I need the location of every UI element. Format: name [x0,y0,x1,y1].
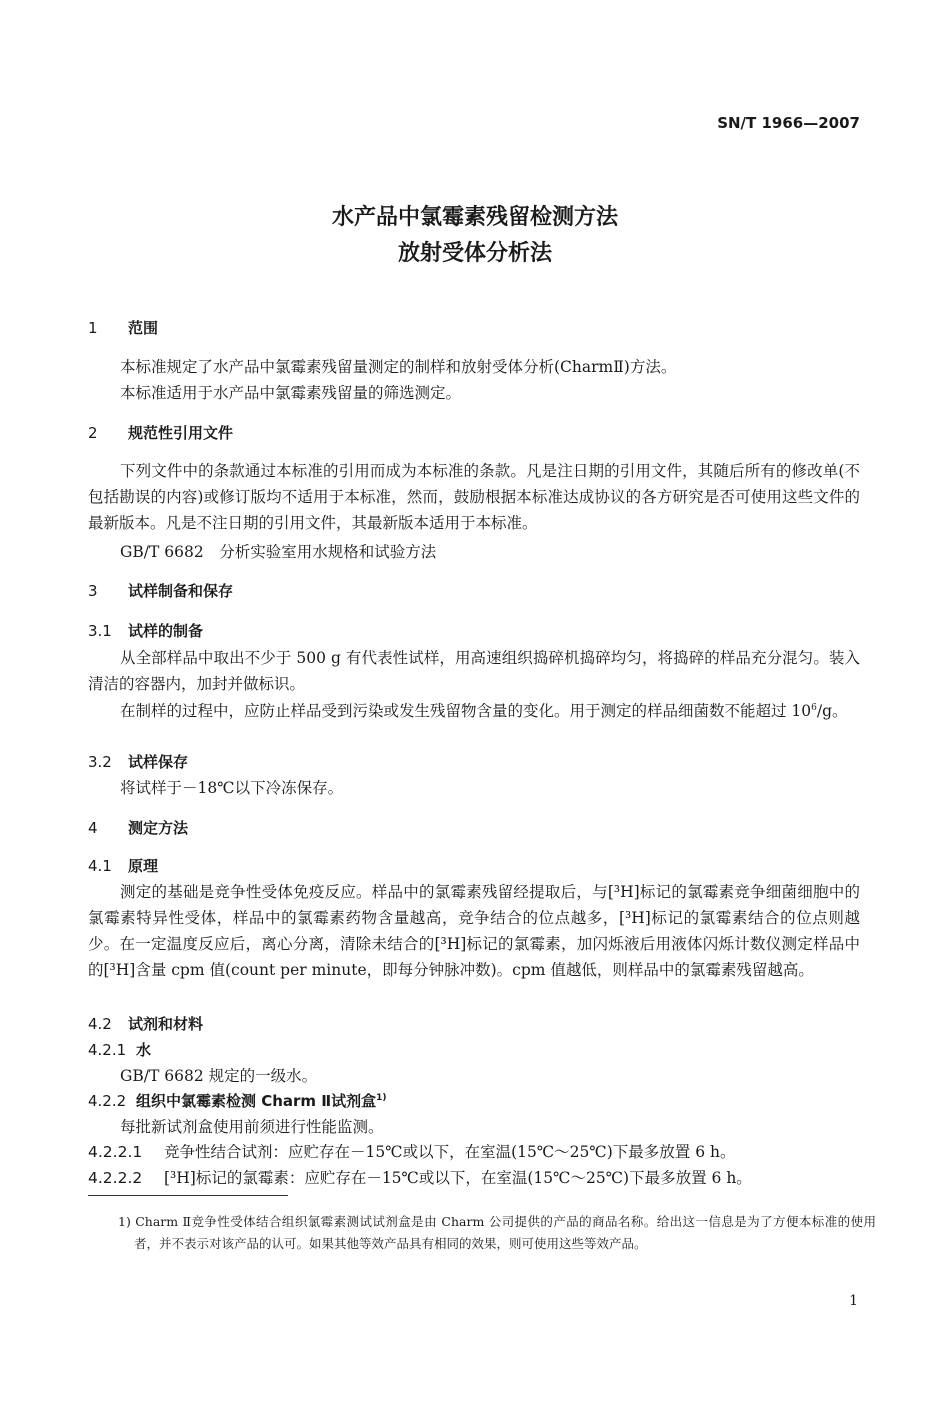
section-title: 试样保存 [128,753,189,771]
clause-number: 4.2.2.2 [88,1169,143,1187]
section-number: 3 [88,582,98,600]
section-4-2-1-heading [88,1039,151,1060]
paragraph: GB/T 6682 规定的一级水。 [120,1067,318,1085]
section-title: 组织中氯霉素检测 Charm Ⅱ试剂盒 [136,1092,377,1110]
clause-4-2-2-2 [88,1166,752,1188]
section-title: 试样的制备 [128,622,204,640]
document-title: 水产品中氯霉素残留检测方法 [331,205,618,230]
section-title: 原理 [128,857,159,875]
section-1-heading [88,317,158,338]
section-3-heading [88,580,233,601]
section-number: 1 [88,319,98,337]
document-subtitle: 放射受体分析法 [397,241,552,266]
section-title: 范围 [128,319,159,337]
section-4-heading [88,817,188,838]
section-title: 规范性引用文件 [128,424,234,442]
clause-text: [³H]标记的氯霉素：应贮存在－15℃或以下，在室温(15℃～25℃)下最多放置 6 h。 [164,1169,752,1187]
section-number: 4.2.2 [88,1092,127,1110]
section-3-2-heading [88,751,188,772]
section-number: 2 [88,424,98,442]
section-title: 测定方法 [128,819,189,837]
superscript: 6 [811,703,817,713]
section-number: 3.2 [88,753,112,771]
page-number: 1 [849,1293,858,1309]
section-number: 4.1 [88,857,112,875]
paragraph: 测定的基础是竞争性受体免疫反应。样品中的氯霉素残留经提取后，与[³H]标记的氯霉素竞争细菌细胞中的氯霉素特异性受体，样品中的氯霉素药物含量越高，竞争结合的位点越多，[³H]标记的氯霉素结合的位点则越少。在一定温度反应后，离心分离，清除未结合的[³H]标记的氯霉素，加闪烁液后用液体闪烁计数仪测定样品中的[³H]含量 cpm 值(count per minute，即每分钟脉冲数)。cpm 值越低，则样品中的氯霉素残留越高。 [88,883,860,979]
paragraph: 本标准适用于水产品中氯霉素残留量的筛选测定。 [120,384,462,402]
section-4-1-heading [88,855,158,876]
section-4-2-2-heading [88,1090,387,1111]
paragraph: 下列文件中的条款通过本标准的引用而成为本标准的条款。凡是注日期的引用文件，其随后所有的修改单(不包括勘误的内容)或修订版均不适用于本标准，然而，鼓励根据本标准达成协议的各方研究是否可使用这些文件的最新版本。凡是不注日期的引用文件，其最新版本适用于本标准。 [88,462,860,532]
clause-number: 4.2.2.1 [88,1143,143,1161]
section-title: 试剂和材料 [128,1015,204,1033]
section-number: 4.2 [88,1015,112,1033]
clause-text: 竞争性结合试剂：应贮存在－15℃或以下，在室温(15℃～25℃)下最多放置 6 h。 [164,1143,736,1161]
paragraph [88,695,860,724]
footnote: 1) Charm Ⅱ竞争性受体结合组织氯霉素测试试剂盒是由 Charm 公司提供的产品的商品名称。给出这一信息是为了方便本标准的使用者，并不表示对该产品的认可。如果其他等效产品具有相同的效果，则可使用这些等效产品。 [118,1214,876,1251]
clause-4-2-2-1 [88,1140,735,1162]
section-4-2-heading [88,1013,203,1034]
section-title: 试样制备和保存 [128,582,234,600]
section-number: 4 [88,819,98,837]
text-run: 在制样的过程中，应防止样品受到污染或发生残留物含量的变化。用于测定的样品细菌数不能超过 10 [120,702,812,721]
section-number: 4.2.1 [88,1041,127,1059]
paragraph: 从全部样品中取出不少于 500 g 有代表性试样，用高速组织捣碎机捣碎均匀，将捣碎的样品充分混匀。装入清洁的容器内，加封并做标识。 [88,649,860,693]
standard-code: SN/T 1966—2007 [717,114,860,132]
section-2-heading [88,422,233,443]
footnote-divider [88,1195,288,1196]
paragraph: 将试样于－18℃以下冷冻保存。 [120,779,344,797]
normative-reference: GB/T 6682 分析实验室用水规格和试验方法 [120,543,437,561]
section-3-1-heading [88,620,203,641]
paragraph: 本标准规定了水产品中氯霉素残留量测定的制样和放射受体分析(CharmⅡ)方法。 [120,358,677,376]
paragraph: 每批新试剂盒使用前须进行性能监测。 [120,1118,384,1136]
section-title: 水 [136,1041,152,1059]
footnote-marker: 1) [376,1093,387,1103]
section-number: 3.1 [88,622,112,640]
text-run: /g。 [816,702,848,721]
